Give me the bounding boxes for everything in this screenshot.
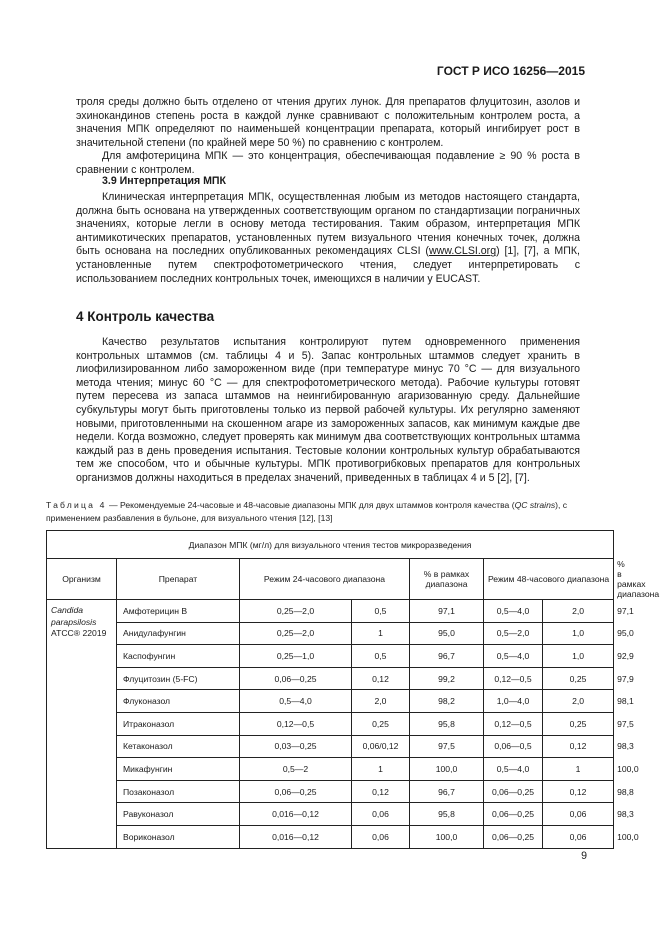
value-cell: 0,06—0,25 bbox=[484, 803, 543, 826]
drug-cell: Кетаконазол bbox=[117, 735, 240, 758]
value-cell: 0,5—4,0 bbox=[484, 645, 543, 668]
interpretation-text bbox=[76, 191, 580, 286]
organism-cell bbox=[47, 600, 117, 849]
value-cell: 96,7 bbox=[410, 645, 484, 668]
value-cell: 0,12—0,5 bbox=[484, 712, 543, 735]
value-cell: 2,0 bbox=[543, 600, 614, 623]
value-cell: 0,25—1,0 bbox=[240, 645, 352, 668]
value-cell: 1,0 bbox=[543, 645, 614, 668]
table-row: Микафунгин 0,5—2 1 100,0 0,5—4,0 1 100,0 bbox=[47, 758, 614, 781]
value-cell: 0,25 bbox=[543, 667, 614, 690]
value-cell: 0,12 bbox=[543, 735, 614, 758]
mic-ranges-table bbox=[46, 530, 660, 849]
value-cell: 0,016—0,12 bbox=[240, 825, 352, 848]
subsection-heading-3-9: 3.9 Интерпретация МПК bbox=[102, 175, 226, 187]
value-cell: 0,06 bbox=[352, 803, 410, 826]
value-cell: 0,5—4,0 bbox=[240, 690, 352, 713]
paragraph-amphotericin: Для амфотерицина МПК — это концентрация, обеспечивающая подавление ≥ 90 % роста в сравнении с контролем. bbox=[76, 150, 580, 176]
column-header: Режим 24-часового диапазона bbox=[240, 559, 410, 600]
value-cell: 95,0 bbox=[410, 622, 484, 645]
value-cell: 95,8 bbox=[410, 712, 484, 735]
value-cell: 100,0 bbox=[410, 758, 484, 781]
value-cell: 0,5—2,0 bbox=[484, 622, 543, 645]
table-group-header-row bbox=[47, 531, 614, 559]
value-cell: 1 bbox=[543, 758, 614, 781]
table-row: Позаконазол 0,06—0,25 0,12 96,7 0,06—0,25 0,12 98,8 bbox=[47, 780, 614, 803]
value-cell: 0,25 bbox=[352, 712, 410, 735]
value-cell: 0,5—4,0 bbox=[484, 758, 543, 781]
table-row: Анидулафунгин 0,25—2,0 1 95,0 0,5—2,0 1,0 95,0 bbox=[47, 622, 614, 645]
drug-cell: Флуконазол bbox=[117, 690, 240, 713]
value-cell: 2,0 bbox=[543, 690, 614, 713]
value-cell: 0,06—0,25 bbox=[484, 825, 543, 848]
value-cell: 0,25 bbox=[543, 712, 614, 735]
organism-name: Candida parapsilosis bbox=[51, 605, 97, 627]
value-cell: 97,5 bbox=[410, 735, 484, 758]
paragraph-interpretation: Клиническая интерпретация МПК, осуществленная любым из методов настоящего стандарта, должна быть основана на утвержденных соответствующим органом по стандартизации пограничных значениях, которые легли в основу метода тестирования. Таким образом, интерпретация МПК антимикотических препаратов, установленных путем визуального чтения конечных точек, должна быть основана на последних опубликованных рекомендациях CLSI (www.CLSI.org) [1], [7], а МПК, установленные путем спектрофотометрического чтения, следует интерпретировать с использованием последних контрольных точек, имеющихся в наличии у EUCAST. bbox=[76, 191, 580, 285]
value-cell: 0,03—0,25 bbox=[240, 735, 352, 758]
value-cell: 2,0 bbox=[352, 690, 410, 713]
value-cell: 99,2 bbox=[410, 667, 484, 690]
paragraph-quality-control: Качество результатов испытания контролируют путем одновременного применения контрольных штаммов (см. таблицы 4 и 5). Запас контрольных штаммов следует хранить в лиофилизированном либо замороженном виде (при температуре минус 70 °С — для визуального метода чтения; минус 60 °С — для спектрофотометрического метода). Рабочие культуры готовят путем пересева из запаса штаммов на неингибированную агаризованную среду. Дальнейшие субкультуры могут быть приготовлены только из первой рабочей культуры. Их регулярно заменяют новыми, приготовленными на скошенном агаре из замороженных запасов, как минимум каждые две недели. Когда возможно, следует проверять как минимум два соответствующих контрольных штамма каждый раз в день проведения испытания. Тестовые колонии контрольных культур обрабатываются тем же способом, что и обычные культуры. МПК противогрибковых препаратов для контрольных организмов должны находиться в пределах значений, приведенных в таблицах 4 и 5 [2], [7]. bbox=[76, 336, 580, 484]
drug-cell: Анидулафунгин bbox=[117, 622, 240, 645]
value-cell: 0,25—2,0 bbox=[240, 600, 352, 623]
column-header: Организм bbox=[47, 559, 117, 600]
organism-strain: ATCC® 22019 bbox=[51, 628, 107, 638]
table-caption: Таблица 4 — Рекомендуемые 24-часовые и 48-часовые диапазоны МПК для двух штаммов контроля качества (QC strains), с применением разбавления в бульоне, для визуального чтения [12], [13] bbox=[46, 500, 568, 523]
value-cell: 0,06—0,25 bbox=[240, 780, 352, 803]
drug-cell: Итраконазол bbox=[117, 712, 240, 735]
value-cell: 98,2 bbox=[410, 690, 484, 713]
value-cell: 0,06—0,25 bbox=[240, 667, 352, 690]
drug-cell: Каспофунгин bbox=[117, 645, 240, 668]
value-cell: 0,06—0,25 bbox=[484, 780, 543, 803]
paragraph-reading: троля среды должно быть отделено от чтения других лунок. Для препаратов флуцитозин, азолов и эхинокандинов степень роста в каждой лунке сравнивают с положительным контролем роста, а значения МПК определяют по наименьшей концентрации препарата, который ингибирует рост в значительной степени (по крайней мере 50 %) по сравнению с контролем. bbox=[76, 96, 580, 149]
value-cell: 0,06 bbox=[352, 825, 410, 848]
value-cell: 0,06/0,12 bbox=[352, 735, 410, 758]
value-cell: 0,5 bbox=[352, 600, 410, 623]
value-cell: 1,0 bbox=[543, 622, 614, 645]
value-cell: 0,016—0,12 bbox=[240, 803, 352, 826]
value-cell: 100,0 bbox=[410, 825, 484, 848]
column-header: % в рамках диапазона bbox=[410, 559, 484, 600]
table-body bbox=[47, 600, 639, 849]
table-row: Каспофунгин 0,25—1,0 0,5 96,7 0,5—4,0 1,0 92,9 bbox=[47, 645, 614, 668]
drug-cell: Вориконазол bbox=[117, 825, 240, 848]
value-cell: 0,12—0,5 bbox=[240, 712, 352, 735]
value-cell: 0,12 bbox=[543, 780, 614, 803]
value-cell: 0,5—2 bbox=[240, 758, 352, 781]
document-header: ГОСТ Р ИСО 16256—2015 bbox=[436, 64, 585, 78]
table-row: Вориконазол 0,016—0,12 0,06 100,0 0,06—0,25 0,06 100,0 bbox=[47, 825, 614, 848]
page-number: 9 bbox=[581, 850, 587, 862]
value-cell: 0,06 bbox=[543, 803, 614, 826]
table-header-row: Организм Препарат Режим 24-часового диапазона % в рамках диапазона Режим 48-часового диапазона % в рамках диапазона bbox=[47, 559, 614, 600]
drug-cell: Микафунгин bbox=[117, 758, 240, 781]
drug-cell: Флуцитозин (5-FC) bbox=[117, 667, 240, 690]
value-cell: 0,12 bbox=[352, 780, 410, 803]
column-header: Режим 48-часового диапазона bbox=[484, 559, 614, 600]
table-row: Равуконазол 0,016—0,12 0,06 95,8 0,06—0,25 0,06 98,3 bbox=[47, 803, 614, 826]
drug-cell: Амфотерицин В bbox=[117, 600, 240, 623]
section-heading-4: 4 Контроль качества bbox=[76, 309, 215, 324]
value-cell: 95,8 bbox=[410, 803, 484, 826]
value-cell: 96,7 bbox=[410, 780, 484, 803]
table-row: Кетаконазол 0,03—0,25 0,06/0,12 97,5 0,06—0,5 0,12 98,3 bbox=[47, 735, 614, 758]
value-cell: 97,1 bbox=[410, 600, 484, 623]
clsi-link[interactable]: www.CLSI.org bbox=[428, 245, 497, 258]
table-row: Итраконазол 0,12—0,5 0,25 95,8 0,12—0,5 0,25 97,5 bbox=[47, 712, 614, 735]
column-header: Препарат bbox=[117, 559, 240, 600]
value-cell: 0,12 bbox=[352, 667, 410, 690]
value-cell: 0,25—2,0 bbox=[240, 622, 352, 645]
value-cell: 1 bbox=[352, 758, 410, 781]
group-header: Диапазон МПК (мг/л) для визуального чтения тестов микроразведения bbox=[47, 531, 614, 559]
value-cell: 0,5 bbox=[352, 645, 410, 668]
value-cell: 0,06 bbox=[543, 825, 614, 848]
value-cell: 1,0—4,0 bbox=[484, 690, 543, 713]
table-row: Candida parapsilosis ATCC® 22019 Амфотерицин В 0,25—2,0 0,5 97,1 0,5—4,0 2,0 97,1 bbox=[47, 600, 614, 623]
drug-cell: Равуконазол bbox=[117, 803, 240, 826]
quality-control-text bbox=[76, 336, 580, 486]
value-cell: 1 bbox=[352, 622, 410, 645]
intro-text bbox=[76, 96, 580, 178]
value-cell: 0,12—0,5 bbox=[484, 667, 543, 690]
table-row: Флуцитозин (5-FC) 0,06—0,25 0,12 99,2 0,12—0,5 0,25 97,9 bbox=[47, 667, 614, 690]
value-cell: 0,06—0,5 bbox=[484, 735, 543, 758]
drug-cell: Позаконазол bbox=[117, 780, 240, 803]
value-cell: 0,5—4,0 bbox=[484, 600, 543, 623]
table-row: Флуконазол 0,5—4,0 2,0 98,2 1,0—4,0 2,0 98,1 bbox=[47, 690, 614, 713]
